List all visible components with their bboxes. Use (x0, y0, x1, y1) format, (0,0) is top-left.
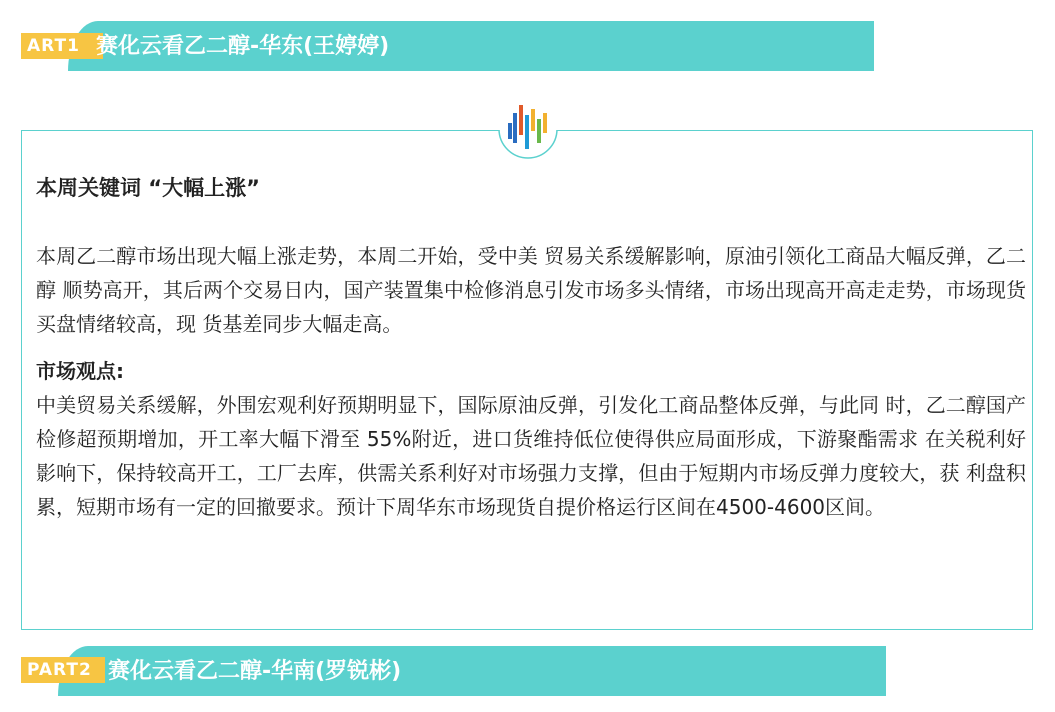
market-view-paragraph: 中美贸易关系缓解，外围宏观利好预期明显下，国际原油反弹，引发化工商品整体反弹，与此同 时，乙二醇国产检修超预期增加，开工率大幅下滑至 55%附近，进口货维持低位使得供应局面形成，下游聚酯需求 在关税利好影响下，保持较高开工，工厂去库，供需关系利好对市场强力支撑，但由于短期内市场反弹力度较大，获 利盘积累，短期市场有一定的回撤要求。预计下周华东市场现货自提价格运行区间在4500-4600区间。 (36, 393, 1026, 519)
card-content (36, 166, 1026, 524)
section-title-1: 赛化云看乙二醇-华东(王婷婷) (96, 34, 390, 59)
section-tag-1: ART1 (21, 33, 103, 59)
weekly-keyword-heading: 本周关键词 “大幅上涨” (36, 176, 260, 200)
section-tag-2: PART2 (21, 657, 105, 683)
section-title-2: 赛化云看乙二醇-华南(罗锐彬) (108, 659, 402, 684)
weekly-summary-paragraph: 本周乙二醇市场出现大幅上涨走势，本周二开始，受中美 贸易关系缓解影响，原油引领化工商品大幅反弹，乙二醇 顺势高开，其后两个交易日内，国产装置集中检修消息引发市场多头情绪，市场出现高开高走走势，市场现货买盘情绪较高，现 货基差同步大幅走高。 (36, 244, 1026, 336)
bar-chart-logo-icon (497, 101, 559, 161)
market-view-heading: 市场观点: (36, 359, 124, 383)
